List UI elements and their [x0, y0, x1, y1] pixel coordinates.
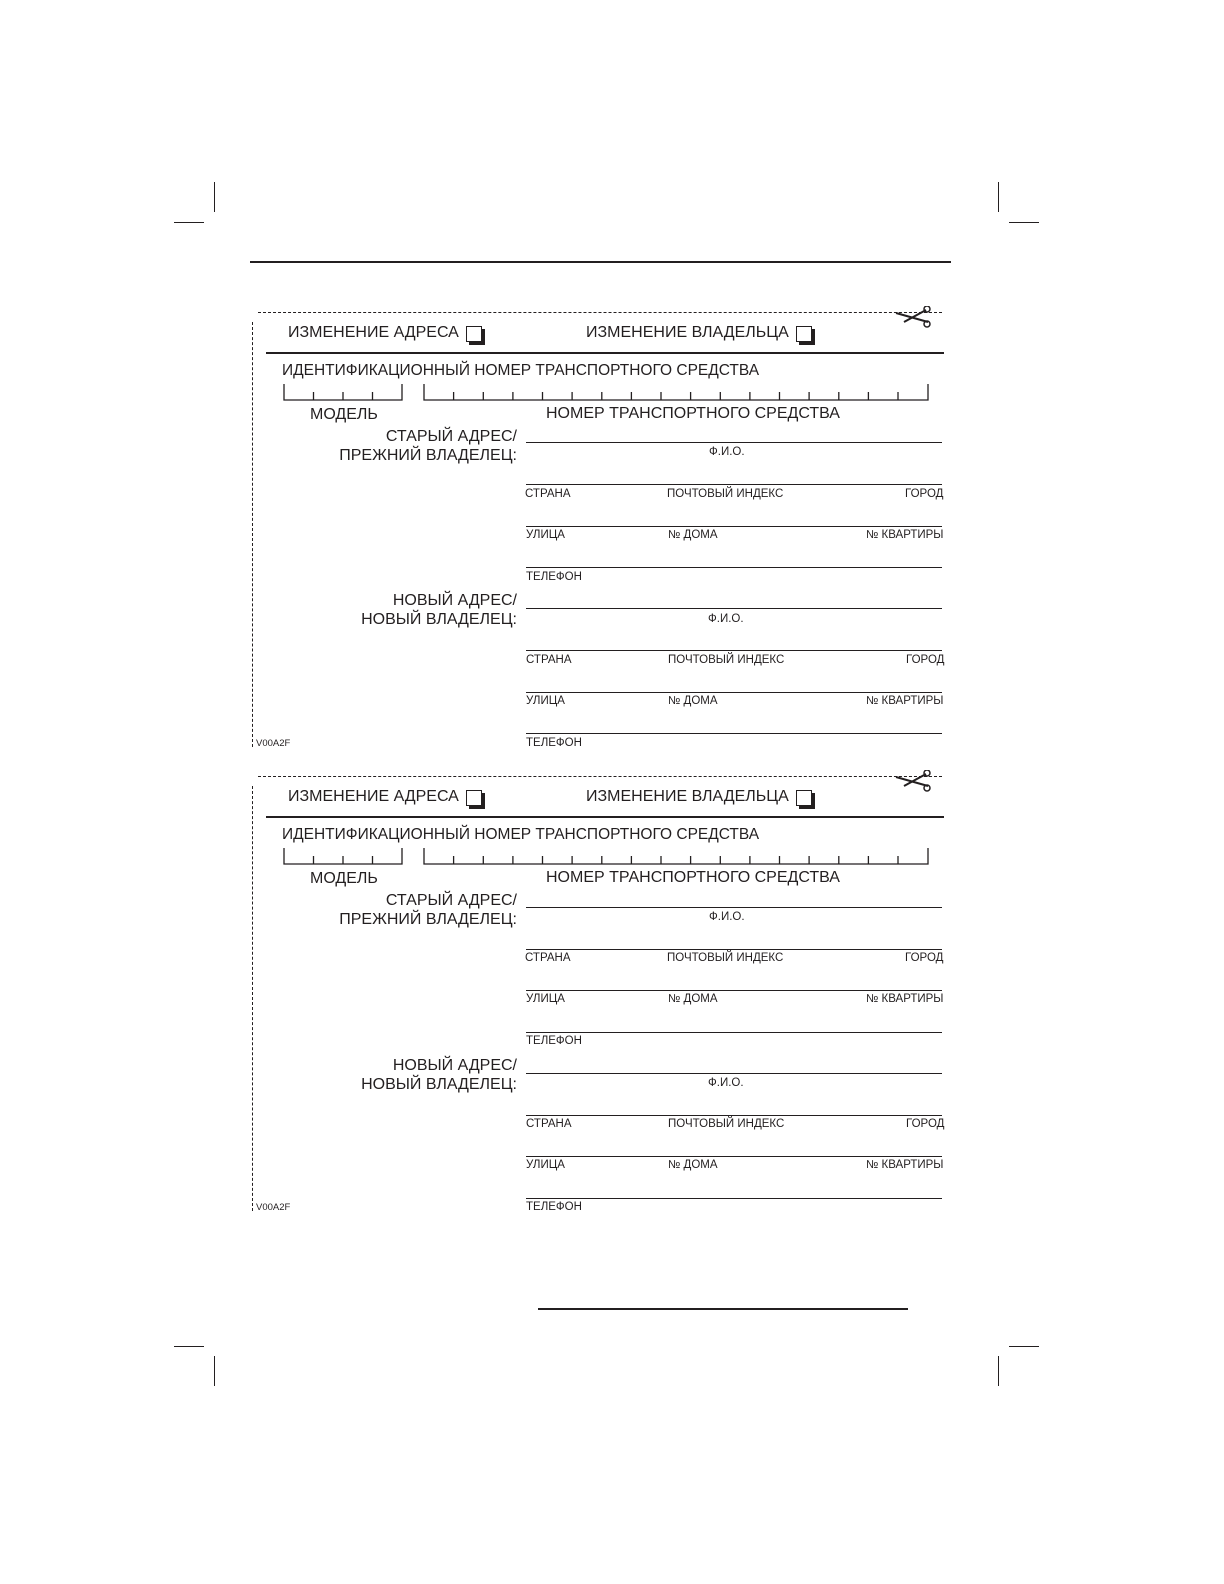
new-street-caption: УЛИЦА	[526, 1159, 565, 1171]
new-phone-field[interactable]	[526, 1198, 942, 1199]
new-address-label-line2: НОВЫЙ ВЛАДЕЛЕЦ:	[361, 611, 517, 628]
old-city-caption: ГОРОД	[905, 952, 944, 964]
old-phone-caption: ТЕЛЕФОН	[526, 571, 582, 583]
old-house-caption: № ДОМА	[668, 993, 718, 1005]
old-country-postcode-city-field[interactable]	[526, 949, 942, 950]
scissors-icon	[894, 306, 934, 334]
crop-mark-top-left-vertical	[214, 182, 215, 212]
old-house-caption: № ДОМА	[668, 529, 718, 541]
change-form-1	[0, 312, 1224, 772]
old-country-caption: СТРАНА	[525, 952, 571, 964]
new-country-caption: СТРАНА	[526, 1118, 572, 1130]
crop-mark-bottom-right-vertical	[998, 1356, 999, 1386]
old-street-caption: УЛИЦА	[526, 993, 565, 1005]
form-code: V00A2F	[256, 738, 291, 749]
change-owner-label: ИЗМЕНЕНИЕ ВЛАДЕЛЬЦА	[586, 324, 789, 341]
old-address-label	[237, 427, 517, 465]
new-address-label	[237, 591, 517, 629]
change-form-2	[0, 776, 1224, 1236]
old-apartment-caption: № КВАРТИРЫ	[866, 529, 944, 541]
old-country-caption: СТРАНА	[525, 488, 571, 500]
change-address-checkbox[interactable]	[466, 326, 482, 342]
old-street-caption: УЛИЦА	[526, 529, 565, 541]
new-fio-caption: Ф.И.О.	[708, 613, 744, 625]
crop-mark-bottom-right-horizontal	[1009, 1346, 1039, 1347]
header-divider	[266, 352, 944, 354]
crop-mark-bottom-left-horizontal	[174, 1346, 204, 1347]
old-phone-caption: ТЕЛЕФОН	[526, 1035, 582, 1047]
vehicle-number-label: НОМЕР ТРАНСПОРТНОГО СРЕДСТВА	[546, 869, 840, 886]
new-street-house-apartment-field[interactable]	[526, 692, 942, 693]
old-fio-caption: Ф.И.О.	[709, 446, 745, 458]
new-address-label-line1: НОВЫЙ АДРЕС/	[392, 1057, 517, 1074]
old-city-caption: ГОРОД	[905, 488, 944, 500]
old-address-label-line1: СТАРЫЙ АДРЕС/	[385, 892, 517, 909]
form-code: V00A2F	[256, 1202, 291, 1213]
new-address-label	[237, 1056, 517, 1094]
new-phone-field[interactable]	[526, 733, 942, 734]
new-apartment-caption: № КВАРТИРЫ	[866, 1159, 944, 1171]
old-phone-field[interactable]	[526, 1032, 942, 1033]
new-postcode-caption: ПОЧТОВЫЙ ИНДЕКС	[668, 654, 785, 666]
new-apartment-caption: № КВАРТИРЫ	[866, 695, 944, 707]
old-fio-field[interactable]	[526, 907, 942, 908]
old-address-label	[237, 891, 517, 929]
old-fio-caption: Ф.И.О.	[709, 911, 745, 923]
old-postcode-caption: ПОЧТОВЫЙ ИНДЕКС	[667, 488, 784, 500]
new-phone-caption: ТЕЛЕФОН	[526, 737, 582, 749]
vehicle-number-label: НОМЕР ТРАНСПОРТНОГО СРЕДСТВА	[546, 405, 840, 422]
new-address-label-line1: НОВЫЙ АДРЕС/	[392, 592, 517, 609]
crop-mark-top-right-horizontal	[1009, 222, 1039, 223]
new-country-postcode-city-field[interactable]	[526, 650, 942, 651]
new-house-caption: № ДОМА	[668, 1159, 718, 1171]
new-city-caption: ГОРОД	[906, 654, 945, 666]
change-address-label: ИЗМЕНЕНИЕ АДРЕСА	[288, 788, 459, 805]
new-phone-caption: ТЕЛЕФОН	[526, 1201, 582, 1213]
new-street-caption: УЛИЦА	[526, 695, 565, 707]
crop-mark-top-right-vertical	[998, 182, 999, 212]
old-address-label-line2: ПРЕЖНИЙ ВЛАДЕЛЕЦ:	[339, 911, 517, 928]
new-address-label-line2: НОВЫЙ ВЛАДЕЛЕЦ:	[361, 1076, 517, 1093]
old-phone-field[interactable]	[526, 567, 942, 568]
new-house-caption: № ДОМА	[668, 695, 718, 707]
change-owner-checkbox[interactable]	[796, 326, 812, 342]
new-fio-caption: Ф.И.О.	[708, 1077, 744, 1089]
new-country-caption: СТРАНА	[526, 654, 572, 666]
page-footer-rule	[538, 1308, 908, 1310]
old-country-postcode-city-field[interactable]	[526, 484, 942, 485]
change-owner-label: ИЗМЕНЕНИЕ ВЛАДЕЛЬЦА	[586, 788, 789, 805]
old-apartment-caption: № КВАРТИРЫ	[866, 993, 944, 1005]
crop-mark-bottom-left-vertical	[214, 1356, 215, 1386]
model-label: МОДЕЛЬ	[310, 406, 378, 423]
crop-mark-top-left-horizontal	[174, 222, 204, 223]
new-street-house-apartment-field[interactable]	[526, 1156, 942, 1157]
new-postcode-caption: ПОЧТОВЫЙ ИНДЕКС	[668, 1118, 785, 1130]
vin-title: ИДЕНТИФИКАЦИОННЫЙ НОМЕР ТРАНСПОРТНОГО СРЕДСТВА	[282, 362, 760, 379]
new-fio-field[interactable]	[526, 608, 942, 609]
old-postcode-caption: ПОЧТОВЫЙ ИНДЕКС	[667, 952, 784, 964]
old-fio-field[interactable]	[526, 442, 942, 443]
old-address-label-line1: СТАРЫЙ АДРЕС/	[385, 428, 517, 445]
change-address-checkbox[interactable]	[466, 790, 482, 806]
new-country-postcode-city-field[interactable]	[526, 1115, 942, 1116]
old-street-house-apartment-field[interactable]	[526, 526, 942, 527]
new-city-caption: ГОРОД	[906, 1118, 945, 1130]
vin-comb-fields[interactable]	[0, 382, 1224, 402]
model-label: МОДЕЛЬ	[310, 870, 378, 887]
scissors-icon	[894, 770, 934, 798]
vin-title: ИДЕНТИФИКАЦИОННЫЙ НОМЕР ТРАНСПОРТНОГО СРЕДСТВА	[282, 826, 760, 843]
old-address-label-line2: ПРЕЖНИЙ ВЛАДЕЛЕЦ:	[339, 447, 517, 464]
cut-line-top	[258, 776, 942, 777]
old-street-house-apartment-field[interactable]	[526, 990, 942, 991]
header-divider	[266, 816, 944, 818]
change-owner-checkbox[interactable]	[796, 790, 812, 806]
new-fio-field[interactable]	[526, 1073, 942, 1074]
cut-line-top	[258, 312, 942, 313]
change-address-label: ИЗМЕНЕНИЕ АДРЕСА	[288, 324, 459, 341]
page-header-rule	[250, 261, 951, 263]
vin-comb-fields[interactable]	[0, 846, 1224, 866]
